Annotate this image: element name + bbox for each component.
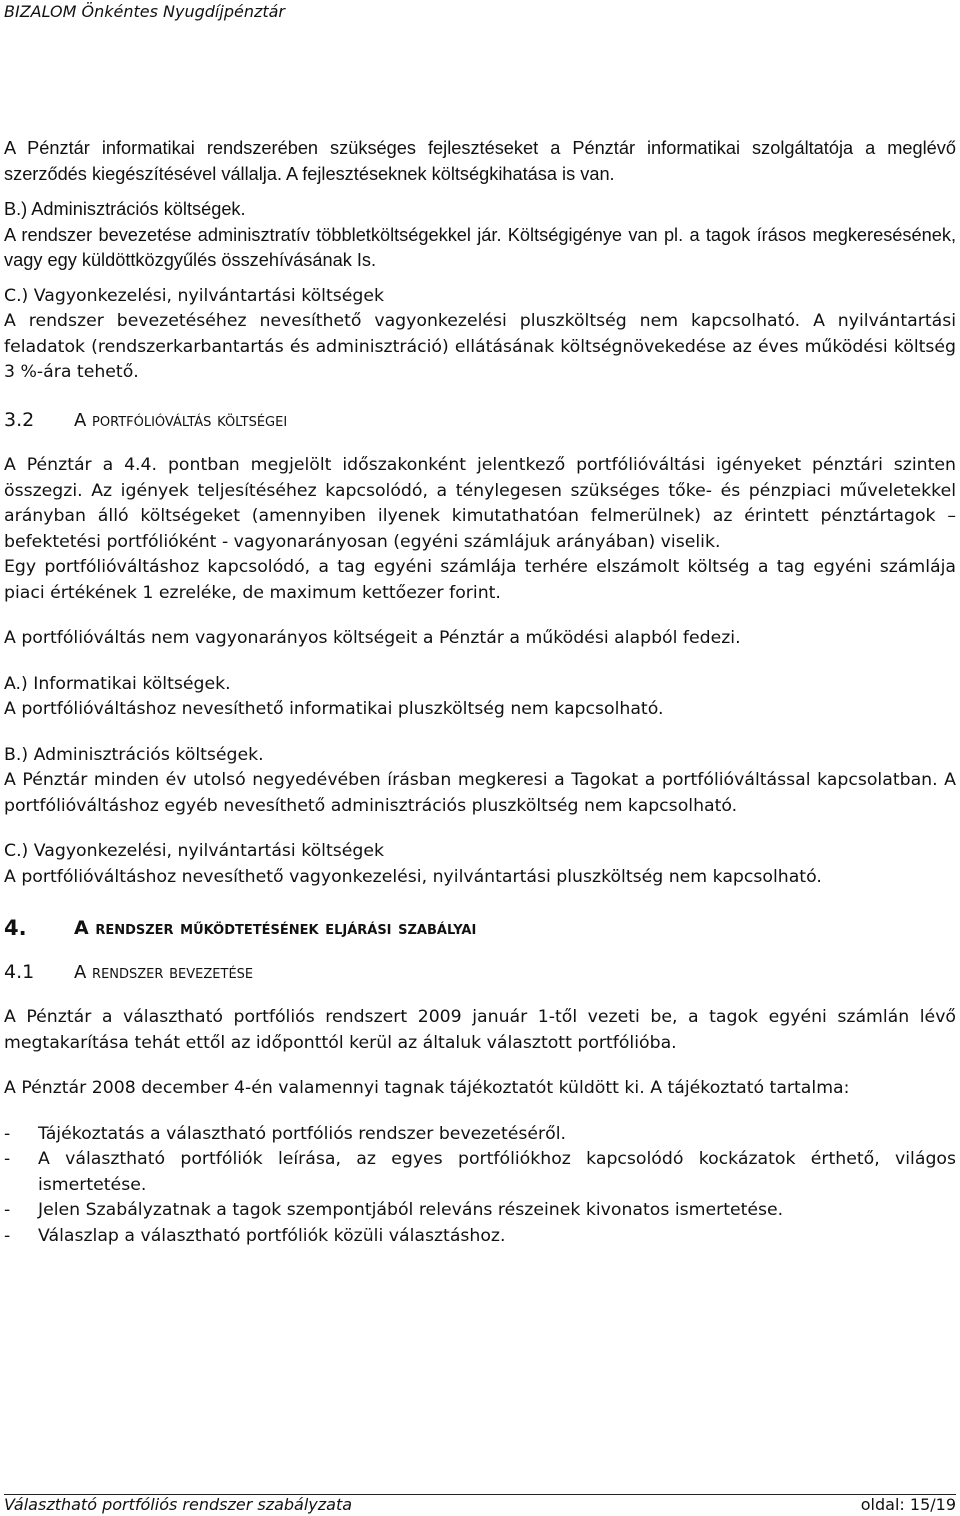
dash-bullet: - <box>4 1225 11 1246</box>
paragraph: A portfólióváltás nem vagyonarányos költségeit a Pénztár a működési alapból fedezi. <box>4 628 741 648</box>
subsection-heading: C.) Vagyonkezelési, nyilvántartási költségek <box>4 841 385 861</box>
list-item <box>4 1122 956 1148</box>
list-item <box>4 1147 956 1198</box>
list-item <box>4 1198 956 1224</box>
page-header: BIZALOM Önkéntes Nyugdíjpénztár <box>4 2 286 21</box>
paragraph: A Pénztár a választható portfóliós rendszert 2009 január 1-től vezeti be, a tagok egyéni számlán lévő megtakarítása tehát ettől az időponttól kerül az általuk választott portfólióba. <box>4 1007 956 1053</box>
footer-document-title: Választható portfóliós rendszer szabályzata <box>4 1495 353 1514</box>
paragraph: Egy portfólióváltáshoz kapcsolódó, a tag egyéni számlája terhére elszámolt költség a tag egyéni számlája piaci értékének 1 ezreléke, de maximum kettőezer forint. <box>4 557 956 603</box>
paragraph: A Pénztár informatikai rendszerében szükséges fejlesztéseket a Pénztár informatikai szolgáltatója a meglévő szerződés kiegészítésével vállalja. A fejlesztéseknek költségkihatása is van. <box>4 138 956 184</box>
paragraph: A rendszer bevezetése adminisztratív többletköltségekkel jár. Költségigénye van pl. a tagok írásos megkeresésének, vagy egy küldöttközgyűlés összehívásának Is. <box>4 224 956 270</box>
section-number: 4. <box>4 916 27 940</box>
section-heading-3-2 <box>4 408 956 434</box>
dash-bullet: - <box>4 1123 11 1144</box>
paragraph: A Pénztár a 4.4. pontban megjelölt időszakonként jelentkező portfólióváltási igényeket pénztári szinten összegzi. Az igények teljesítéséhez kapcsolódó, a ténylegesen szükséges tőke- és pénzpiaci műveletekkel arányban álló költségeket (amennyiben ilyenek kimutathatóan felmerülnek) az érintett pénztártagok – befektetési portfólióként - vagyonarányosan (egyéni számlájuk arányában) viselik. <box>4 455 956 552</box>
paragraph: A portfólióváltáshoz nevesíthető vagyonkezelési, nyilvántartási pluszköltség nem kapcsolható. <box>4 866 822 887</box>
section-number: 3.2 <box>4 408 35 431</box>
list-item-text: Válaszlap a választható portfóliók közüli választáshoz. <box>38 1225 506 1246</box>
bullet-list <box>4 1122 956 1250</box>
dash-bullet: - <box>4 1200 11 1220</box>
page-content <box>4 136 956 1249</box>
subsection-heading: B.) Adminisztrációs költségek. <box>4 199 246 219</box>
section-number: 4.1 <box>4 960 35 983</box>
dash-bullet: - <box>4 1149 11 1169</box>
list-item-text: Tájékoztatás a választható portfóliós rendszer bevezetéséről. <box>38 1123 567 1144</box>
subsection-heading: C.) Vagyonkezelési, nyilvántartási költségek <box>4 285 385 306</box>
section-title: A rendszer működtetésének eljárási szabályai <box>74 917 477 939</box>
paragraph: A Pénztár minden év utolsó negyedévében írásban megkeresi a Tagokat a portfólióváltással kapcsolatban. A portfólióváltáshoz egyéb nevesíthető adminisztrációs pluszköltség nem kapcsolható. <box>4 770 956 816</box>
footer-page-number: oldal: 15/19 <box>860 1495 956 1514</box>
subsection-heading: A.) Informatikai költségek. <box>4 673 231 694</box>
paragraph: A rendszer bevezetéséhez nevesíthető vagyonkezelési pluszköltség nem kapcsolható. A nyilvántartási feladatok (rendszerkarbantartás és adminisztráció) ellátásának költségnövekedése az éves működési költség 3 %-ára tehető. <box>4 311 956 382</box>
paragraph: A portfólióváltáshoz nevesíthető informatikai pluszköltség nem kapcsolható. <box>4 699 664 719</box>
section-title: A portfólióváltás költségei <box>74 409 288 431</box>
section-heading-4 <box>4 916 956 942</box>
list-item-text: Jelen Szabályzatnak a tagok szempontjából releváns részeinek kivonatos ismertetése. <box>38 1200 784 1220</box>
list-item <box>4 1224 956 1250</box>
section-heading-4-1 <box>4 960 956 986</box>
list-item-text: A választható portfóliók leírása, az egyes portfóliókhoz kapcsolódó kockázatok érthető, világos ismertetése. <box>38 1149 956 1195</box>
subsection-heading: B.) Adminisztrációs költségek. <box>4 744 264 765</box>
paragraph: A Pénztár 2008 december 4-én valamennyi tagnak tájékoztatót küldött ki. A tájékoztató tartalma: <box>4 1078 850 1098</box>
section-title: A rendszer bevezetése <box>74 961 254 983</box>
